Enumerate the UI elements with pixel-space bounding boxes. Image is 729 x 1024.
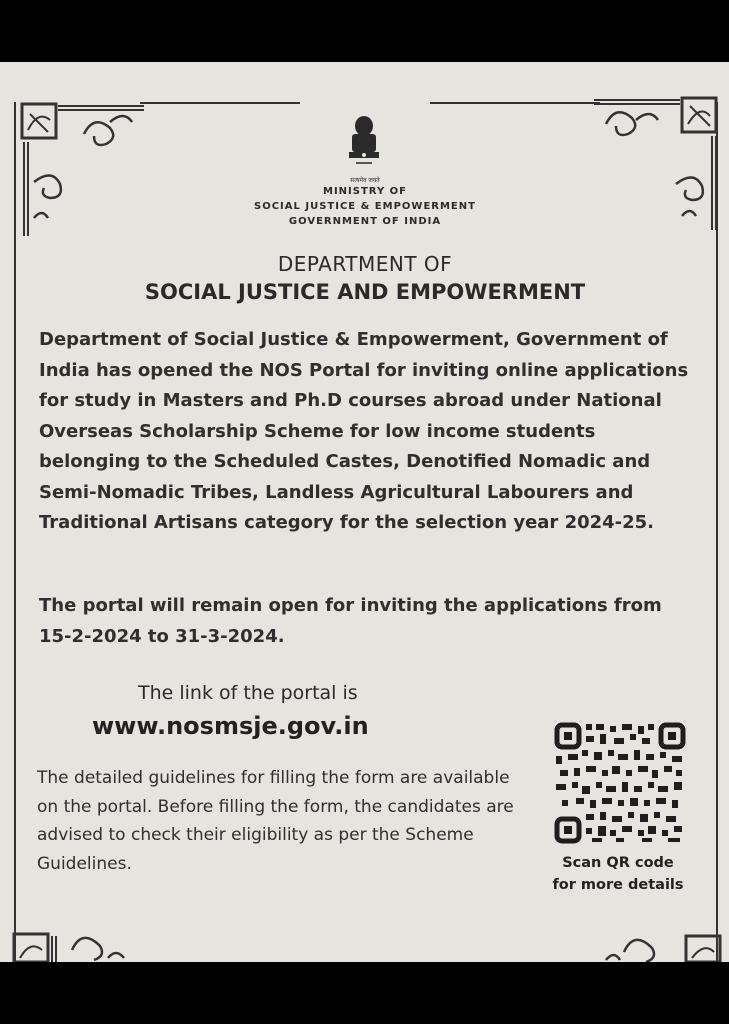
ornament-corner-top-right-icon	[592, 94, 722, 234]
announcement-paragraph: Department of Social Justice & Empowerment, Government of India has opened the NOS Portal for inviting online applications for study in Masters and Ph.D courses abroad under National Overseas Scholarship Scheme for low income students belonging to the Scheduled Castes, Denotified Nomadic and Semi-Nomadic Tribes, Landless Agricultural Labourers and Traditional Artisans category for the selection year 2024-25.	[39, 329, 689, 533]
department-title-line-1: DEPARTMENT OF	[277, 252, 453, 276]
border-top-right	[430, 102, 600, 104]
ministry-line-3: GOVERNMENT OF INDIA	[288, 216, 442, 227]
portal-dates-paragraph: The portal will remain open for inviting the applications from 15-2-2024 to 31-3-2024.	[39, 595, 662, 647]
ministry-line-2: SOCIAL JUSTICE & EMPOWERMENT	[254, 201, 476, 212]
border-top-left	[140, 102, 300, 104]
qr-caption-line-2: for more details	[552, 877, 684, 893]
national-emblem-icon	[344, 114, 384, 172]
emblem-motto: सत्यमेव जयते	[350, 177, 380, 184]
guidelines-paragraph: The detailed guidelines for filling the form are available on the portal. Before filling the form, the candidates are advised to check their eligibility as per the Scheme Guidelines.	[37, 768, 514, 874]
portal-url-link[interactable]: www.nosmsje.gov.in	[92, 712, 369, 740]
qr-code[interactable]	[552, 720, 688, 846]
ornament-corner-bottom-left-icon	[12, 920, 132, 962]
portal-link-label: The link of the portal is	[138, 682, 358, 704]
ministry-line-1: MINISTRY OF	[323, 186, 407, 197]
department-title-line-2: SOCIAL JUSTICE AND EMPOWERMENT	[144, 280, 586, 304]
ornament-corner-top-left-icon	[18, 100, 148, 240]
qr-caption	[538, 852, 698, 896]
newspaper-advertisement	[0, 62, 729, 962]
ornament-corner-bottom-right-icon	[600, 922, 725, 962]
qr-caption-line-1: Scan QR code	[562, 855, 674, 871]
